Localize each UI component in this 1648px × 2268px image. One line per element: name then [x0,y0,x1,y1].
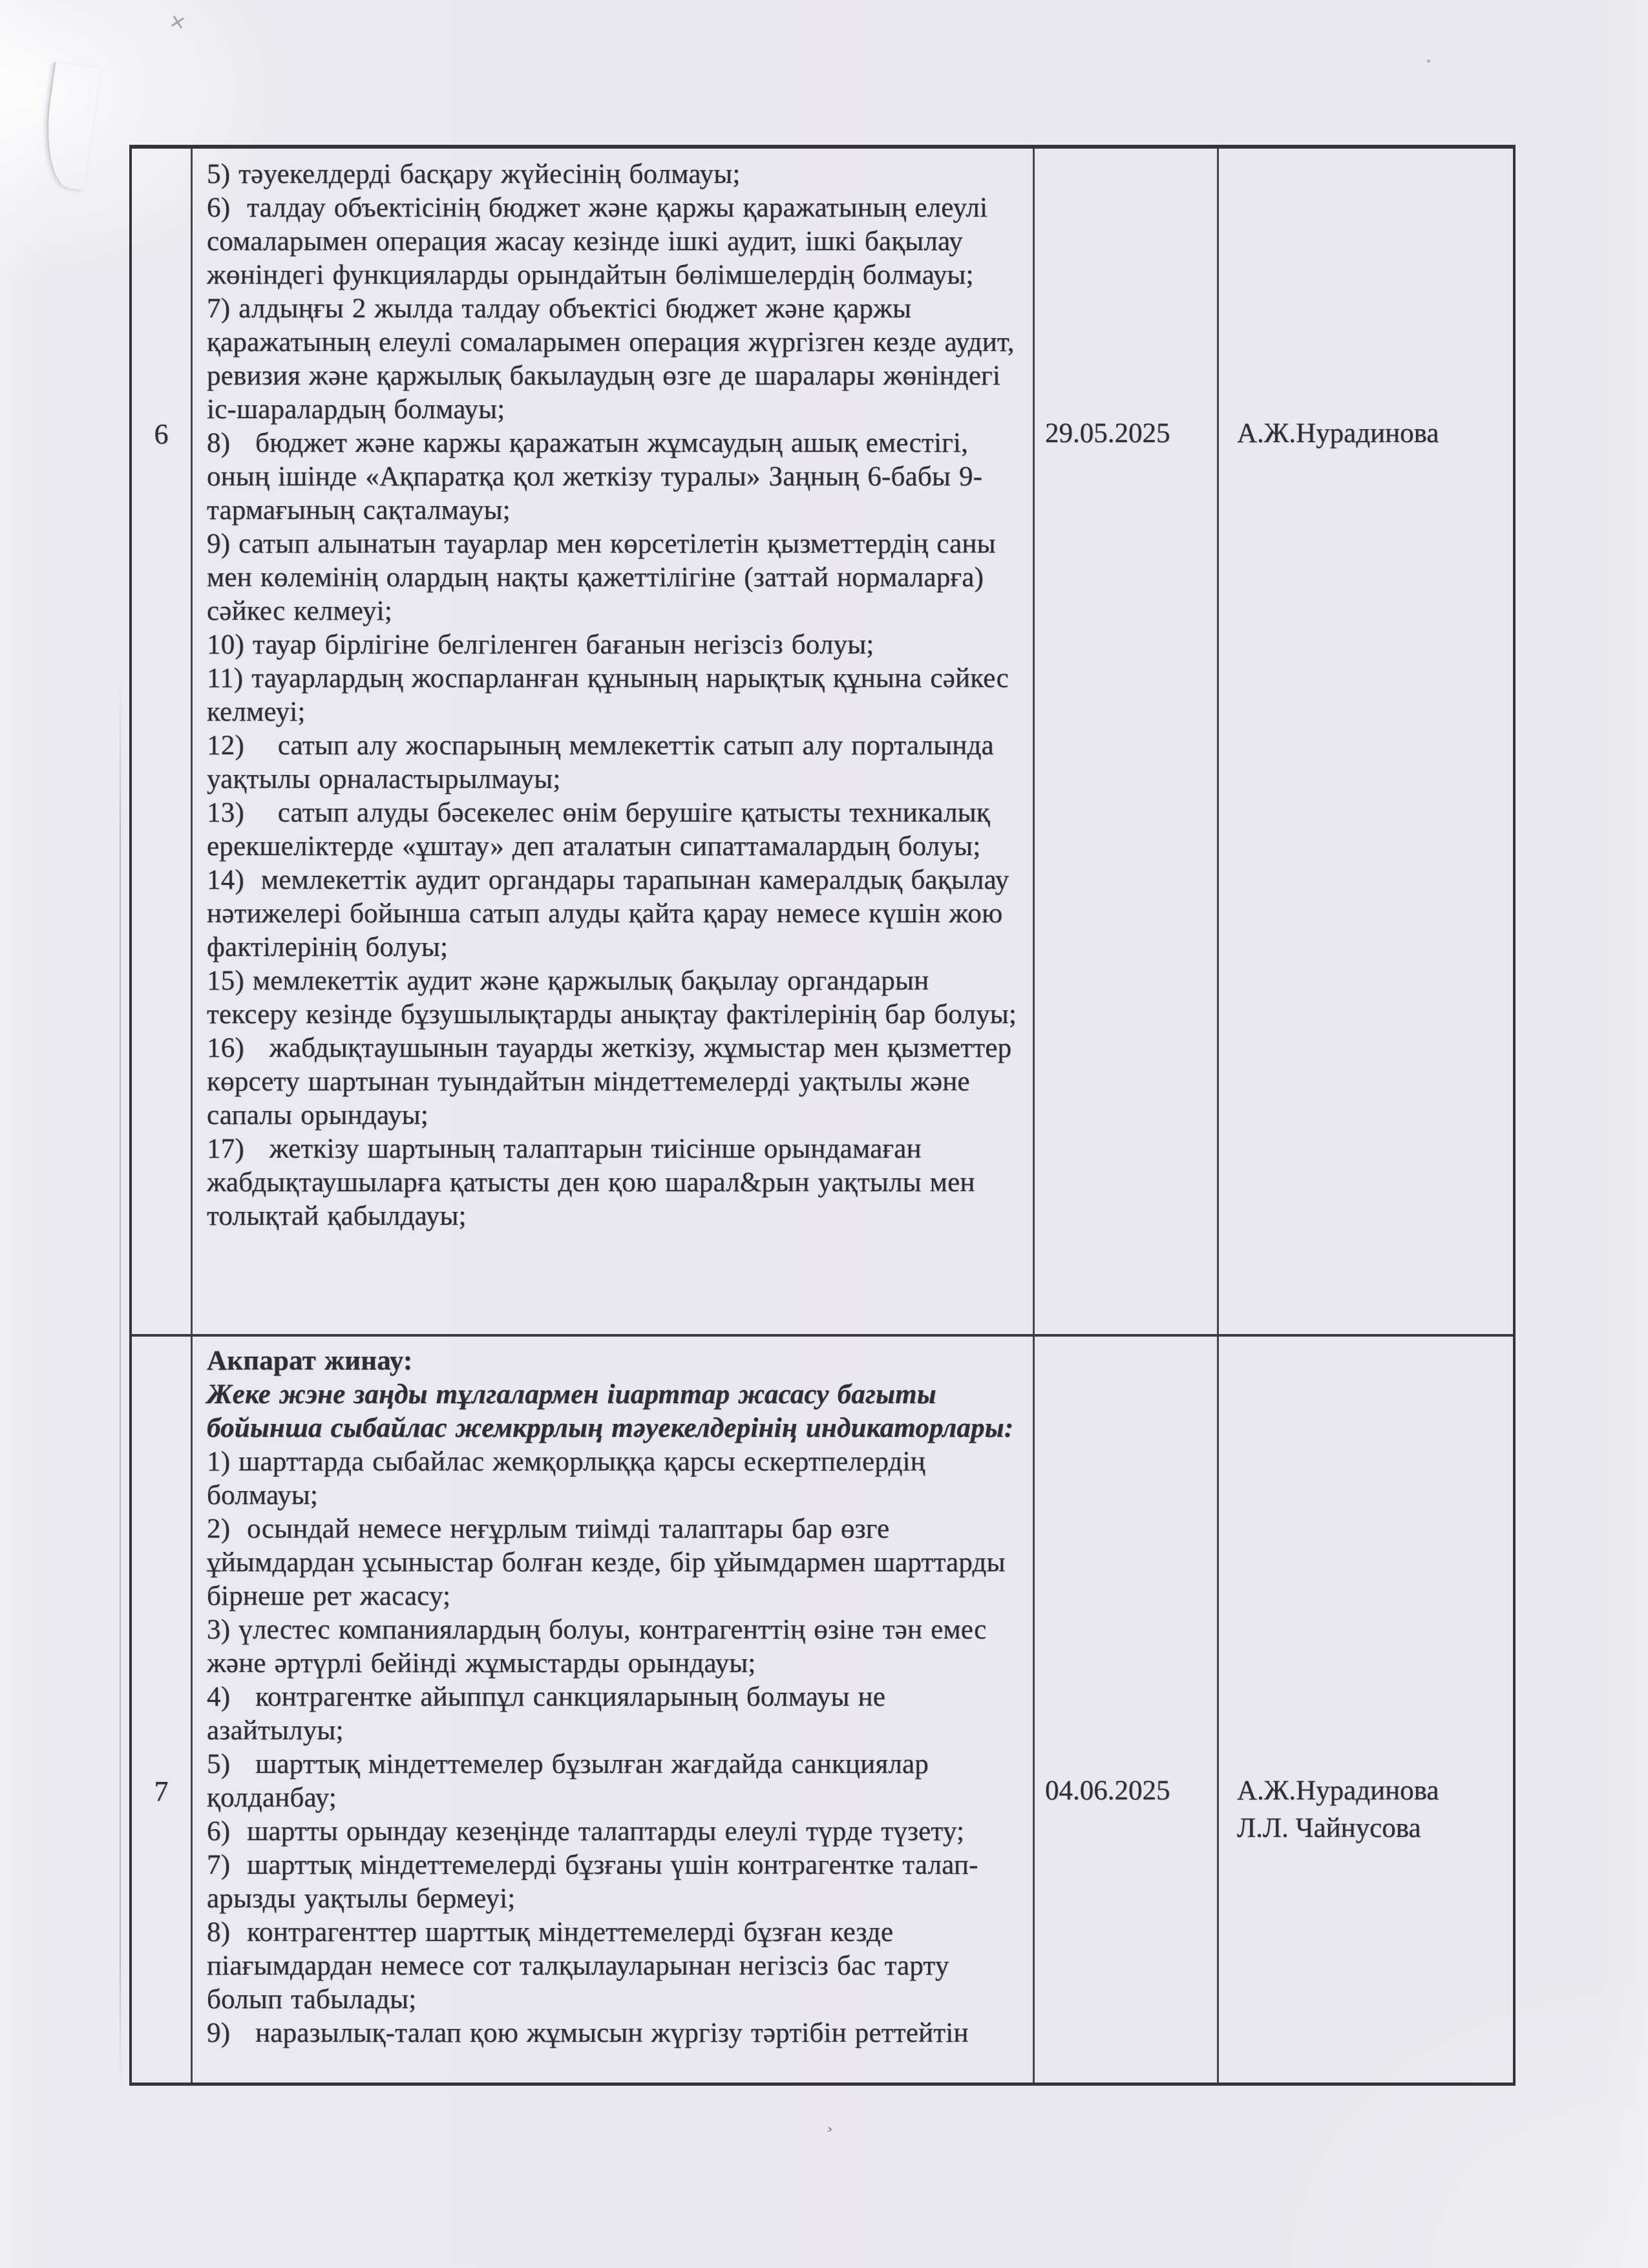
list-item: 4) контрагентке айыппұл санкцияларының болмауы не азайтылуы; [207,1682,886,1746]
list-item: 6) талдау объектісінің бюджет және қаржы қаражатының елеулі сомаларымен операция жасау кезінде ішкі аудит, ішкі бақылау жөніндегі функцияларды орындайтын бөлімшелердің болмауы; [207,193,988,290]
table-row-7 [132,1337,1513,2083]
risk-register-table [129,145,1516,2086]
scan-dot-artifact [1427,59,1430,63]
date-cell [1035,149,1219,1334]
responsible-cell [1219,149,1513,1334]
row-number-value: 6 [154,418,169,450]
risk-indicators-cell [193,1337,1035,2083]
scan-crease-artifact [37,62,101,190]
scan-speck-artifact: ¸ [826,2108,834,2132]
list-item: 1) шарттарда сыбайлас жемқорлыққа қарсы ескертпелердің болмауы; [207,1447,925,1510]
list-item: 5) шарттық міндеттемелер бұзылған жағдайда санкциялар қолданбау; [207,1749,929,1813]
date-value: 04.06.2025 [1045,1775,1170,1806]
list-item: Л.Л. Чайнусова [1237,1813,1421,1843]
row-number [132,1337,193,2083]
list-item: 11) тауарлардың жоспарланған құнының нарықтық құнына сәйкес келмеуі; [207,663,1009,727]
section-items [207,1445,1019,2050]
responsible-cell [1219,1337,1513,2083]
list-item: 8) контрагенттер шарттық міндеттемелерді бұзған кезде піағымдардан немесе сот талқылауларынан негізсіз бас тарту болып табылады; [207,1917,949,2015]
list-item: А.Ж.Нурадинова [1237,1775,1439,1806]
list-item: 13) сатып алуды бәсекелес өнім берушіге қатысты техникалық ерекшеліктерде «ұштау» деп аталатын сипаттамалардың болуы; [207,798,990,862]
list-item: 15) мемлекеттік аудит және қаржылық бақылау органдарын тексеру кезінде бұзушылықтарды анықтау фактілерінің бар болуы; [207,966,1017,1030]
list-item: 7) шарттық міндеттемелерді бұзғаны үшін контрагентке талап-арызды уақтылы бермеуі; [207,1850,978,1914]
list-item: 12) сатып алу жоспарының мемлекеттік сатып алу порталында уақтылы орналастырылмауы; [207,730,994,794]
list-item: 10) тауар бірлігіне белгіленген бағанын негізсіз болуы; [207,630,874,660]
list-item: 16) жабдықтаушынын тауарды жеткізу, жұмыстар мен қызметтер көрсету шартынан туындайтын міндеттемелерді уақтылы және сапалы орындауы; [207,1033,1012,1130]
list-item: 8) бюджет және каржы қаражатын жұмсаудың ашық еместігі, оның ішінде «Ақпаратқа қол жеткізу туралы» Заңның 6-бабы 9-тармағының сақталмауы; [207,428,983,525]
list-item: 17) жеткізу шартының талаптарын тиісінше орындамаған жабдықтаушыларға қатысты ден қою шарал&рын уақтылы мен толықтай қабылдауы; [207,1134,975,1231]
date-cell [1035,1337,1219,2083]
list-item: 6) шартты орындау кезеңінде талаптарды елеулі түрде түзету; [207,1816,965,1847]
list-item: 2) осындай немесе неғұрлым тиімді талаптары бар өзге ұйымдардан ұсыныстар болған кезде, бір ұйымдармен шарттарды бірнеше рет жасасу; [207,1514,1006,1611]
section-subtitle: Жеке жэне заңды тұлгалармен іиарттар жасасу багыты бойынша сыбайлас жемкррлың тәуекелдерінің индикаторлары: [207,1379,1014,1443]
row-number-value: 7 [154,1775,169,1807]
scan-edge-shadow [120,679,121,2088]
list-item: 7) алдыңғы 2 жылда талдау объектісі бюджет және қаржы қаражатының елеулі сомаларымен операция жүргізген кезде аудит, ревизия және қаржылық бакылаудың өзге де шаралары жөніндегі іс-шаралардың болмауы; [207,293,1015,425]
list-item: А.Ж.Нурадинова [1237,418,1439,449]
list-item: 3) үлестес компаниялардың болуы, контрагенттің өзіне тән емес және әртүрлі бейінді жұмыстарды орындауы; [207,1615,987,1679]
table-row-6 [132,149,1513,1337]
list-item: 5) тәуекелдерді басқару жүйесінің болмауы; [207,159,741,189]
risk-indicators-cell [193,149,1035,1334]
section-title: Акпарат жинау: [207,1346,413,1376]
list-item: 9) наразылық-талап қою жұмысын жүргізу тәртібін реттейтін [207,2018,969,2048]
list-item: 9) сатып алынатын тауарлар мен көрсетілетін қызметтердің саны мен көлемінің олардың нақты қажеттілігіне (заттай нормаларға) сәйкес келмеуі; [207,529,996,626]
row-number [132,149,193,1334]
scan-x-mark-artifact: ✕ [167,10,188,36]
list-item: 14) мемлекеттік аудит органдары тарапынан камералдық бақылау нәтижелері бойынша сатып алуды қайта қарау немесе күшін жою фактілерінің болуы; [207,865,1009,962]
date-value: 29.05.2025 [1045,418,1170,449]
